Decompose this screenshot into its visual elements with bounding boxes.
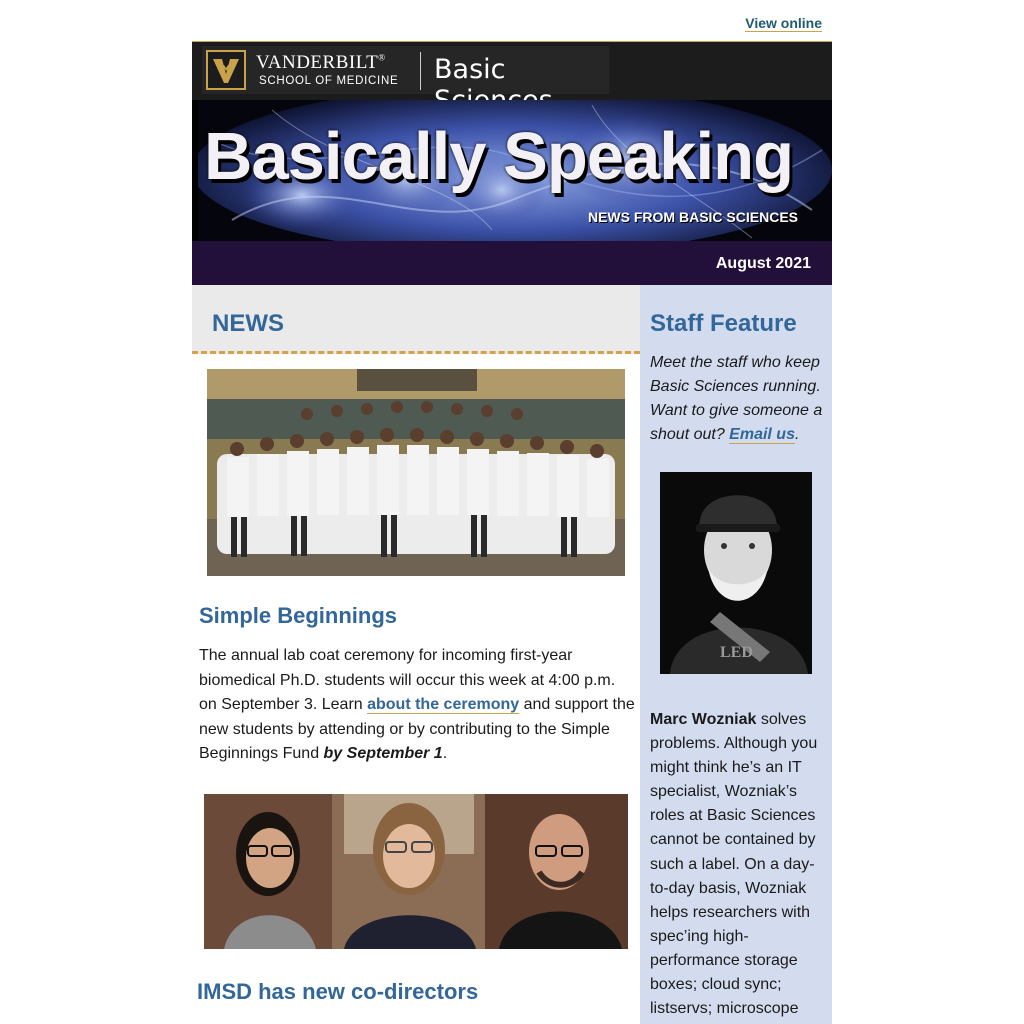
brand-divider — [420, 52, 421, 90]
staff-feature-heading: Staff Feature — [650, 310, 797, 337]
article-title-imsd[interactable]: IMSD has new co-directors — [197, 979, 479, 1004]
view-online-bar — [192, 0, 832, 41]
staff-body-text: solves problems. Although you might think he’s an IT specialist, Wozniak’s roles at Basic Sciences cannot be contained by such a label. On a day-to-day basis, Wozniak helps researchers with spec’ing high-performance storage boxes; cloud sync; listservs; microscope — [650, 711, 818, 1018]
brand-subtitle: SCHOOL OF MEDICINE — [259, 75, 399, 87]
news-column — [192, 285, 640, 1024]
brand-unit-name: Basic — [434, 54, 506, 85]
article-text: and support the new students by attending or by contributing to the Simple Beginnings Fund — [199, 696, 635, 762]
news-section-header — [192, 285, 640, 354]
email-us-link[interactable]: Email us — [729, 426, 795, 443]
hero-banner — [192, 100, 832, 241]
vanderbilt-v-logo-icon — [206, 50, 246, 90]
imsd-co-directors-photo[interactable] — [204, 794, 628, 949]
article-text: The annual lab coat ceremony for incoming first-year biomedical Ph.D. students will occur this week at 4:00 p.m. on September 3. Learn — [199, 647, 616, 713]
vanderbilt-logo-lockup[interactable] — [202, 46, 609, 94]
brand-name: VANDERBILT® — [256, 52, 386, 73]
marc-wozniak-portrait — [660, 472, 812, 674]
view-online-link[interactable]: View online — [745, 15, 822, 31]
lab-coat-ceremony-photo[interactable] — [207, 369, 625, 576]
issue-date: August 2021 — [715, 255, 811, 272]
issue-date-bar — [192, 241, 832, 285]
about-ceremony-link[interactable]: about the ceremony — [367, 696, 520, 713]
staff-feature-intro — [650, 351, 830, 447]
staff-name: Marc Wozniak — [650, 711, 757, 728]
svg-text:LED: LED — [720, 644, 753, 661]
hero-subtitle: NEWS FROM BASIC SCIENCES — [587, 209, 798, 225]
staff-feature-body — [650, 708, 826, 1021]
staff-intro-text: Meet the staff who keep Basic Sciences running. Want to give someone a shout out? — [650, 354, 823, 443]
article-title-simple-beginnings[interactable]: Simple Beginnings — [199, 603, 398, 628]
article-text: . — [442, 745, 448, 762]
staff-intro-text: . — [794, 426, 800, 443]
brand-header — [192, 41, 832, 100]
deadline-emphasis: by September 1 — [323, 745, 443, 762]
hero-title: Basically Speaking — [204, 119, 794, 194]
article-body-simple-beginnings — [199, 644, 635, 767]
staff-feature-sidebar — [640, 285, 832, 1024]
news-heading: NEWS — [212, 310, 284, 337]
